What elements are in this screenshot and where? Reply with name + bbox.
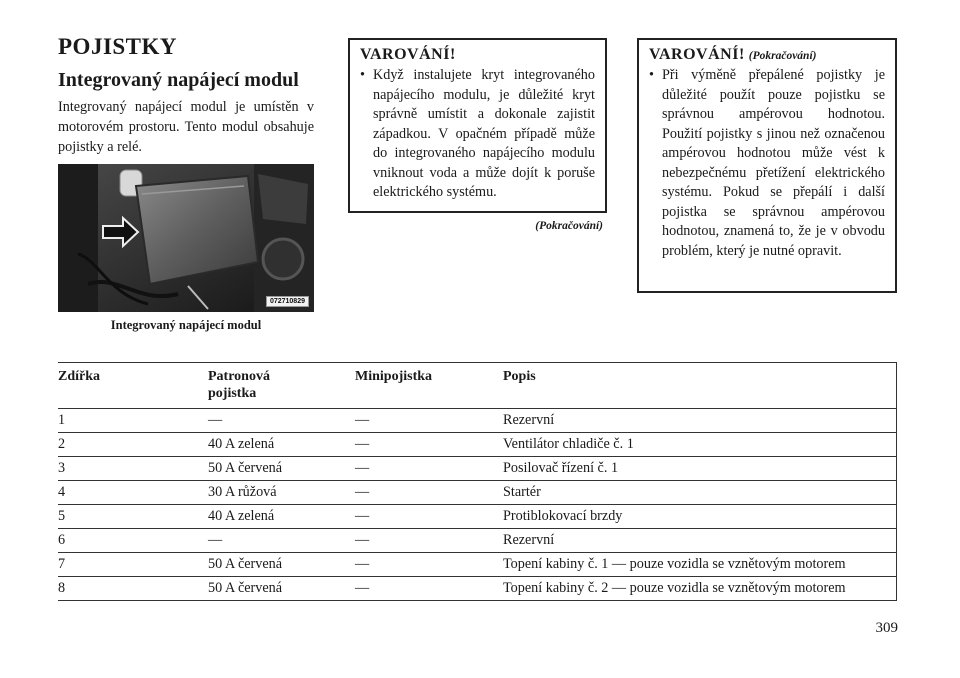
table-cell: 7 [58, 553, 204, 577]
column-header: Patronová pojistka [204, 363, 351, 409]
page-number: 309 [875, 620, 898, 636]
table-cell: 2 [58, 433, 204, 457]
table-cell: — [351, 553, 499, 577]
figure-code: 072710829 [266, 296, 309, 307]
warning-text: • Při výměně přepálené pojistky je důležité použít pouze pojistku se správnou ampérovou hodnotou. Použití pojistky s jinou než označenou ampérovou hodnotou může vést k nebezpečnému přetížení elektrického systému. Pokud se přepálí i další pojistka se správnou ampérovou hodnotou, znamená to, že je v obvodu problém, který je nutné opravit. [649, 66, 885, 261]
table-cell: Ventilátor chladiče č. 1 [499, 433, 897, 457]
warning-title: VAROVÁNÍ! (Pokračování) [649, 46, 817, 63]
table-header-row [58, 363, 897, 409]
table-cell: Startér [499, 481, 897, 505]
table-cell: — [351, 457, 499, 481]
table-cell: 6 [58, 529, 204, 553]
warning-title-suffix: (Pokračování) [748, 50, 817, 62]
table-row [58, 577, 897, 601]
table-row [58, 457, 897, 481]
table-cell: 5 [58, 505, 204, 529]
table-cell: — [351, 529, 499, 553]
column-header: Popis [499, 363, 897, 409]
table-cell: 30 A růžová [204, 481, 351, 505]
fuse-table [58, 362, 897, 601]
column-header: Minipojistka [351, 363, 499, 409]
table-cell: — [351, 505, 499, 529]
table-cell: — [204, 529, 351, 553]
warning-box [348, 38, 607, 213]
intro-paragraph: Integrovaný napájecí modul je umístěn v motorovém prostoru. Tento modul obsahuje pojistky a relé. [58, 99, 314, 155]
table-cell: 50 A červená [204, 577, 351, 601]
table-cell: — [204, 409, 351, 433]
table-row [58, 505, 897, 529]
table-row [58, 553, 897, 577]
table-cell: Rezervní [499, 529, 897, 553]
table-cell: — [351, 409, 499, 433]
table-cell: 50 A červená [204, 457, 351, 481]
table-cell: — [351, 577, 499, 601]
table-cell: 1 [58, 409, 204, 433]
warning-text: • Když instalujete kryt integrovaného napájecího modulu, je důležité kryt správně umístit a dokonale zajistit západkou. V opačném případě může do integrovaného napájecího modulu vniknout voda a může dojít k poruše elektrického systému. [360, 66, 595, 203]
warning-title: VAROVÁNÍ! [360, 46, 456, 63]
section-title: POJISTKY [58, 34, 178, 59]
table-cell: 3 [58, 457, 204, 481]
table-cell: — [351, 433, 499, 457]
power-module-photo [58, 164, 314, 312]
table-cell: Rezervní [499, 409, 897, 433]
table-cell: Protiblokovací brzdy [499, 505, 897, 529]
warning-box-continued [637, 38, 897, 293]
table-cell: 4 [58, 481, 204, 505]
table-cell: — [351, 481, 499, 505]
table-cell: Topení kabiny č. 2 — pouze vozidla se vznětovým motorem [499, 577, 897, 601]
column-header: Zdířka [58, 363, 204, 409]
table-cell: 50 A červená [204, 553, 351, 577]
table-cell: 40 A zelená [204, 505, 351, 529]
table-cell: 40 A zelená [204, 433, 351, 457]
table-cell: Posilovač řízení č. 1 [499, 457, 897, 481]
table-row [58, 481, 897, 505]
figure-caption: Integrovaný napájecí modul [110, 318, 262, 332]
table-cell: 8 [58, 577, 204, 601]
engine-bay-illustration [58, 164, 314, 312]
subsection-title: Integrovaný napájecí modul [58, 69, 299, 91]
table-row [58, 433, 897, 457]
table-cell: Topení kabiny č. 1 — pouze vozidla se vznětovým motorem [499, 553, 897, 577]
continued-note: (Pokračování) [535, 220, 603, 232]
table-row [58, 529, 897, 553]
table-row [58, 409, 897, 433]
